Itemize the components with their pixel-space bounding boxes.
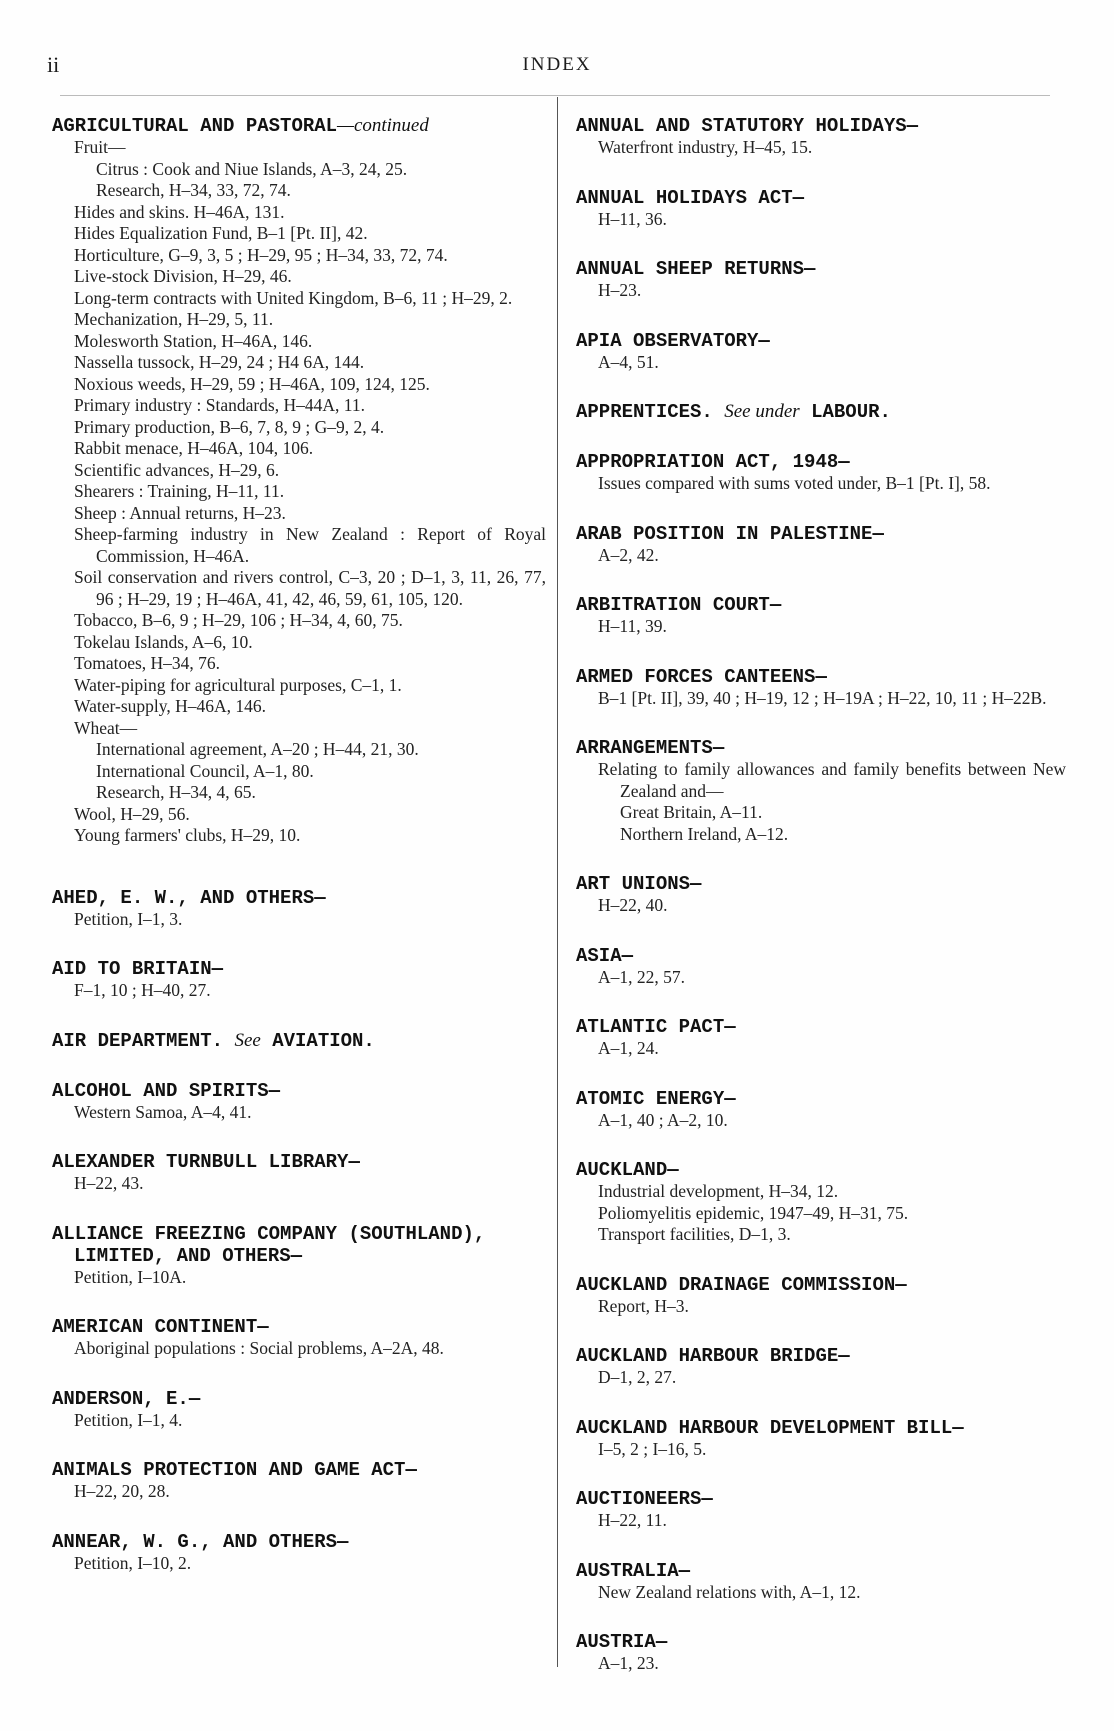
index-entry [52, 1388, 546, 1432]
entry-heading: ANNUAL SHEEP RETURNS— [576, 258, 816, 280]
entry-line: F–1, 10 ; H–40, 27. [74, 980, 211, 1000]
entry-heading: ANNEAR, W. G., AND OTHERS— [52, 1530, 349, 1553]
entry-line: A–1, 24. [598, 1038, 659, 1058]
entry-line: Water-supply, H–46A, 146. [74, 696, 267, 716]
index-entry [576, 594, 1066, 638]
entry-heading: ATOMIC ENERGY— [576, 1087, 736, 1110]
entry-line: Mechanization, H–29, 5, 11. [74, 309, 274, 329]
entry-heading: ARAB POSITION IN PALESTINE— [576, 522, 884, 545]
entry-line: International agreement, A–20 ; H–44, 21, 30. [96, 739, 419, 759]
index-entry [576, 1560, 1066, 1604]
index-entry [52, 1223, 546, 1289]
entry-line: Molesworth Station, H–46A, 146. [74, 330, 313, 351]
entry-line: Noxious weeds, H–29, 59 ; H–46A, 109, 124, 125. [74, 373, 430, 394]
entry-line: Shearers : Training, H–11, 11. [74, 481, 285, 501]
page-number: ii [47, 52, 60, 77]
index-entry [576, 737, 1066, 845]
header-rule [60, 95, 1050, 96]
entry-line: Issues compared with sums voted under, B–1 [Pt. I], 58. [598, 473, 991, 493]
entry-line: Citrus : Cook and Niue Islands, A–3, 24, 25. [96, 158, 408, 179]
entry-line: Live-stock Division, H–29, 46. [74, 266, 292, 286]
column-divider [557, 97, 558, 1667]
index-entry [576, 115, 1066, 159]
entry-heading: ANNUAL AND STATUTORY HOLIDAYS— [576, 115, 919, 137]
entry-line: A–4, 51. [598, 351, 659, 372]
index-entry [52, 1316, 546, 1360]
entry-heading: AUSTRALIA— [576, 1559, 691, 1582]
entry-heading: ALLIANCE FREEZING COMPANY (SOUTHLAND), LIMITED, AND OTHERS— [52, 1222, 486, 1267]
entry-heading: AGRICULTURAL AND PASTORAL—continued [52, 115, 429, 137]
index-entry [576, 258, 1066, 302]
entry-heading: ANDERSON, E.— [52, 1387, 201, 1410]
entry-line: Primary production, B–6, 7, 8, 9 ; G–9, 2, 4. [74, 416, 385, 437]
entry-line: A–1, 40 ; A–2, 10. [598, 1109, 728, 1130]
entry-line: D–1, 2, 27. [598, 1367, 677, 1387]
entry-line: Industrial development, H–34, 12. [598, 1181, 839, 1201]
entry-line: A–2, 42. [598, 544, 659, 565]
entry-heading: ALCOHOL AND SPIRITS— [52, 1079, 281, 1102]
entry-line: Tomatoes, H–34, 76. [74, 653, 221, 673]
entry-heading: APPRENTICES. See under LABOUR. [576, 401, 891, 423]
entry-line: Rabbit menace, H–46A, 104, 106. [74, 438, 314, 458]
entry-heading: AID TO BRITAIN— [52, 958, 224, 980]
index-entry [576, 666, 1066, 710]
entry-line: Scientific advances, H–29, 6. [74, 459, 280, 480]
entry-line: H–22, 40. [598, 895, 668, 915]
index-entry [576, 187, 1066, 231]
index-entry [576, 1016, 1066, 1060]
index-entry [52, 887, 546, 931]
entry-line: H–11, 36. [598, 208, 667, 229]
entry-line: Soil conservation and rivers control, C–3, 20 ; D–1, 3, 11, 26, 77, 96 ; H–29, 19 ; H–46A, 41, 42, 46, 59, 61, 105, 120. [74, 567, 546, 609]
entry-heading: ARMED FORCES CANTEENS— [576, 665, 827, 688]
entry-line: H–11, 39. [598, 616, 667, 636]
index-entry [576, 523, 1066, 567]
index-entry [576, 873, 1066, 917]
entry-heading: ALEXANDER TURNBULL LIBRARY— [52, 1151, 360, 1173]
entry-line: Waterfront industry, H–45, 15. [598, 137, 813, 157]
entry-heading: AUCKLAND HARBOUR DEVELOPMENT BILL— [576, 1416, 964, 1439]
entry-line: Petition, I–10A. [74, 1266, 187, 1287]
entry-line: Wool, H–29, 56. [74, 803, 190, 824]
entry-line: Horticulture, G–9, 3, 5 ; H–29, 95 ; H–34, 33, 72, 74. [74, 244, 448, 265]
index-entry [576, 1488, 1066, 1532]
entry-heading: AUCKLAND DRAINAGE COMMISSION— [576, 1273, 907, 1296]
entry-line: Petition, I–1, 3. [74, 908, 183, 929]
entry-line: Northern Ireland, A–12. [620, 823, 789, 844]
entry-line: H–23. [598, 280, 642, 300]
entry-line: Hides Equalization Fund, B–1 [Pt. II], 42. [74, 223, 368, 243]
entry-heading: AUCKLAND HARBOUR BRIDGE— [576, 1345, 850, 1367]
entry-line: I–5, 2 ; I–16, 5. [598, 1438, 707, 1459]
entry-heading: ASIA— [576, 944, 634, 967]
entry-heading: ART UNIONS— [576, 873, 702, 895]
entry-line: Long-term contracts with United Kingdom, B–6, 11 ; H–29, 2. [74, 287, 513, 308]
entry-heading: ATLANTIC PACT— [576, 1016, 736, 1038]
entry-line: Report, H–3. [598, 1295, 689, 1316]
entry-line: New Zealand relations with, A–1, 12. [598, 1581, 861, 1602]
index-entry [576, 451, 1066, 495]
index-entry [52, 1151, 546, 1195]
entry-heading: AUCKLAND— [576, 1159, 679, 1181]
entry-heading: APPROPRIATION ACT, 1948— [576, 451, 850, 473]
entry-line: H–22, 43. [74, 1173, 144, 1193]
left-column [52, 115, 546, 1574]
continued-note: —continued [337, 115, 429, 136]
entry-heading: AUCTIONEERS— [576, 1488, 713, 1510]
entry-heading: ANNUAL HOLIDAYS ACT— [576, 186, 805, 209]
index-entry [52, 1080, 546, 1124]
entry-heading: ARRANGEMENTS— [576, 737, 725, 759]
entry-line: International Council, A–1, 80. [96, 760, 314, 781]
entry-line: Hides and skins. H–46A, 131. [74, 201, 285, 222]
index-entry [576, 330, 1066, 374]
right-column [576, 115, 1066, 1675]
index-entry [576, 401, 1066, 423]
entry-line: Transport facilities, D–1, 3. [598, 1224, 791, 1244]
entry-line: Young farmers' clubs, H–29, 10. [74, 825, 301, 845]
entry-line: Fruit— [74, 137, 126, 157]
entry-line: Research, H–34, 4, 65. [96, 782, 256, 802]
entry-heading: AHED, E. W., AND OTHERS— [52, 886, 326, 909]
index-entry [576, 1631, 1066, 1675]
entry-line: Poliomyelitis epidemic, 1947–49, H–31, 75. [598, 1202, 909, 1223]
index-entry [576, 1274, 1066, 1318]
index-entry [576, 1159, 1066, 1246]
index-entry [52, 958, 546, 1002]
entry-heading: AUSTRIA— [576, 1631, 668, 1653]
see-reference: See [234, 1029, 261, 1051]
entry-line: Water-piping for agricultural purposes, C–1, 1. [74, 674, 402, 695]
index-entry [576, 945, 1066, 989]
entry-line: Tokelau Islands, A–6, 10. [74, 631, 253, 652]
entry-line: Wheat— [74, 717, 138, 738]
entry-line: Western Samoa, A–4, 41. [74, 1101, 252, 1122]
entry-heading: ARBITRATION COURT— [576, 594, 782, 616]
index-entry [52, 1531, 546, 1575]
entry-line: Sheep-farming industry in New Zealand : Report of Royal Commission, H–46A. [74, 524, 546, 566]
entry-line: A–1, 22, 57. [598, 966, 686, 987]
index-entry [576, 1088, 1066, 1132]
running-head: INDEX [522, 54, 592, 75]
entry-line: Sheep : Annual returns, H–23. [74, 502, 286, 523]
see-reference: See under [724, 401, 800, 422]
index-entry [576, 1345, 1066, 1389]
entry-line: H–22, 11. [598, 1510, 667, 1530]
entry-line: Petition, I–1, 4. [74, 1409, 183, 1430]
entry-line: B–1 [Pt. II], 39, 40 ; H–19, 12 ; H–19A ; H–22, 10, 11 ; H–22B. [598, 687, 1047, 708]
entry-heading: ANIMALS PROTECTION AND GAME ACT— [52, 1459, 417, 1481]
index-entry [52, 1459, 546, 1503]
entry-heading: AIR DEPARTMENT. See AVIATION. [52, 1029, 375, 1052]
entry-line: H–22, 20, 28. [74, 1481, 170, 1501]
entry-heading: APIA OBSERVATORY— [576, 329, 770, 352]
entry-line: Aboriginal populations : Social problems, A–2A, 48. [74, 1338, 444, 1358]
entry-line: Nassella tussock, H–29, 24 ; H4 6A, 144. [74, 352, 365, 372]
entry-line: Great Britain, A–11. [620, 802, 763, 822]
entry-line: Primary industry : Standards, H–44A, 11. [74, 395, 365, 415]
entry-line: Petition, I–10, 2. [74, 1552, 192, 1573]
entry-heading: AMERICAN CONTINENT— [52, 1316, 269, 1338]
entry-line: Research, H–34, 33, 72, 74. [96, 180, 291, 200]
entry-line: Tobacco, B–6, 9 ; H–29, 106 ; H–34, 4, 60, 75. [74, 610, 403, 630]
entry-line: A–1, 23. [598, 1653, 659, 1673]
index-entry [52, 115, 546, 847]
entry-line: Relating to family allowances and family benefits between New Zealand and— [598, 759, 1066, 801]
index-entry [52, 1030, 546, 1052]
index-entry [576, 1417, 1066, 1461]
